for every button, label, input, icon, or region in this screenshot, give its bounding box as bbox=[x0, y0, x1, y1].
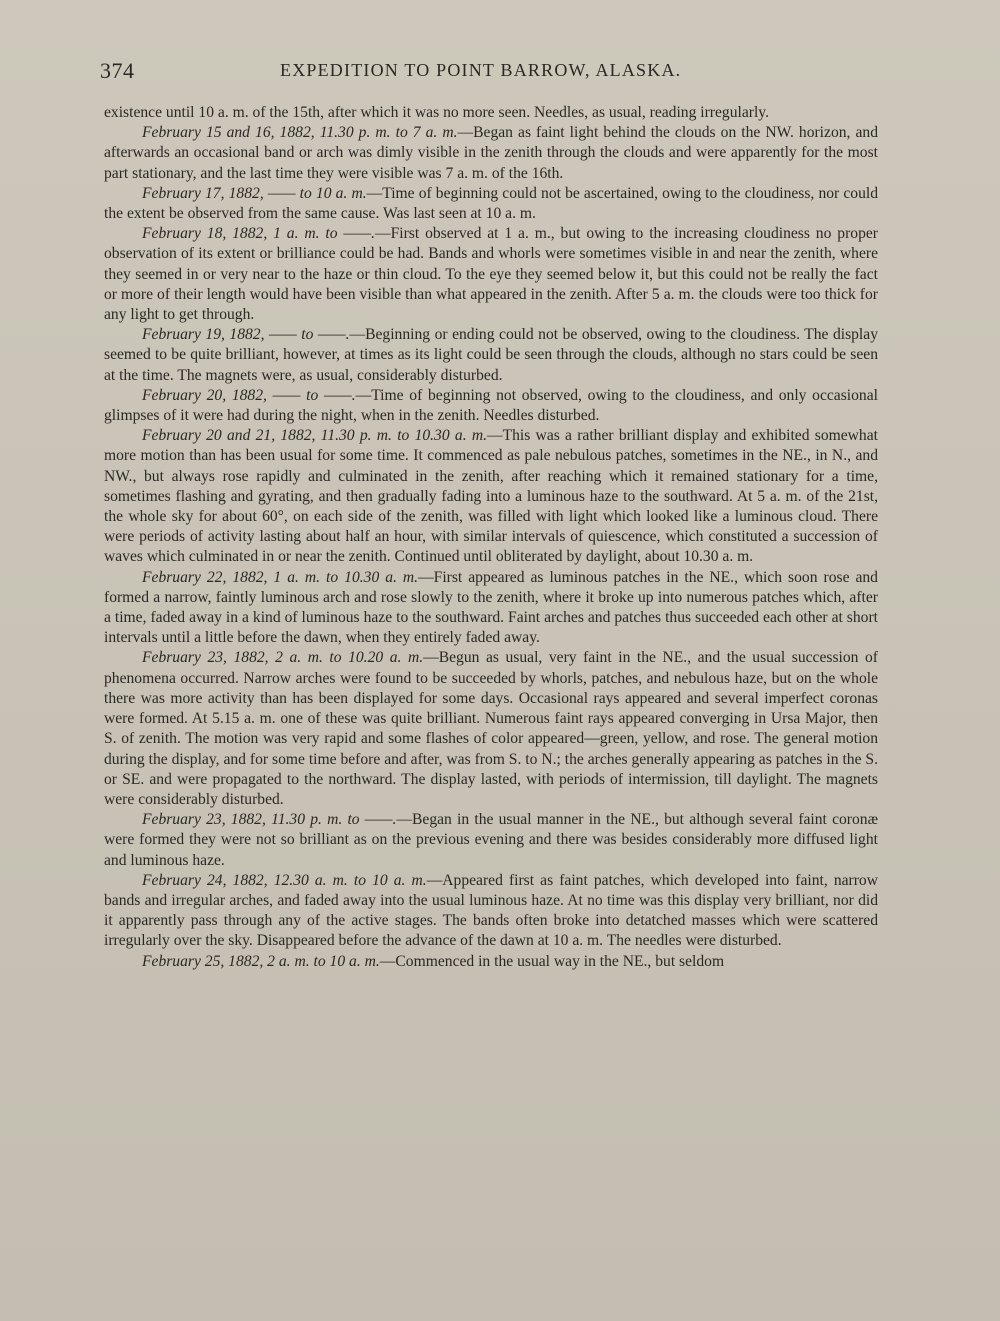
entry-date: February 22, 1882, 1 a. m. to 10.30 a. m. bbox=[142, 568, 419, 586]
paragraph-entry bbox=[104, 184, 878, 224]
paragraph-text: —Commenced in the usual way in the NE., but seldom bbox=[379, 952, 725, 970]
body-text bbox=[104, 103, 878, 972]
paragraph-text: —Began as faint light behind the clouds on the NW. horizon, and afterwards an occasional band or arch was dimly visible in the zenith through the clouds and were apparently for the most part stationary, and the last time they were visible was 7 a. m. of the 16th. bbox=[104, 124, 878, 182]
paragraph-continuation bbox=[104, 103, 878, 123]
entry-date: February 20, 1882, —— to ——. bbox=[142, 386, 356, 404]
entry-date: February 18, 1882, 1 a. m. to ——. bbox=[142, 225, 376, 243]
paragraph-entry bbox=[104, 386, 878, 426]
entry-date: February 19, 1882, —— to ——. bbox=[142, 326, 350, 344]
paragraph-text: —This was a rather brilliant display and exhibited somewhat more motion than has been usual for some time. It commenced as pale nebulous patches, sometimes in the NE., in N., and NW., but always rose rapidly and culminated in the zenith, after reaching which it remained stationary for a time, sometimes flashing and gyrating, and then gradually fading into a luminous haze to the southward. At 5 a. m. of the 21st, the whole sky for about 60°, on each side of the zenith, was filled with light which looked like a luminous cloud. There were periods of activity lasting about half an hour, with similar intervals of quiescence, which constituted a succession of waves which culminated in or near the zenith. Continued until obliterated by daylight, about 10.30 a. m. bbox=[104, 427, 878, 566]
entry-date: February 15 and 16, 1882, 11.30 p. m. to 7 a. m. bbox=[142, 124, 458, 142]
entry-date: February 23, 1882, 11.30 p. m. to ——. bbox=[142, 811, 397, 829]
page-number: 374 bbox=[100, 58, 135, 83]
running-head: EXPEDITION TO POINT BARROW, ALASKA. bbox=[280, 60, 682, 80]
paragraph-entry bbox=[104, 224, 878, 325]
entry-date: February 20 and 21, 1882, 11.30 p. m. to 10.30 a. m. bbox=[142, 427, 487, 445]
paragraph-text: —Began in the usual manner in the NE., but although several faint coronæ were formed they were not so brilliant as on the previous evening and there was besides considerably more diffused light and luminous haze. bbox=[104, 811, 878, 869]
paragraph-text: —Appeared first as faint patches, which developed into faint, narrow bands and irregular arches, and faded away into the usual luminous haze. At no time was this display very brilliant, nor did it apparently pass through any of the active stages. The bands often broke into detatched masses which were scattered irregularly over the sky. Disappeared before the advance of the dawn at 10 a. m. The needles were disturbed. bbox=[104, 871, 878, 950]
entry-date: February 24, 1882, 12.30 a. m. to 10 a. m. bbox=[142, 871, 427, 889]
paragraph-entry bbox=[104, 123, 878, 184]
paragraph-entry bbox=[104, 648, 878, 810]
paragraph-entry bbox=[104, 871, 878, 952]
page-header bbox=[100, 58, 880, 88]
paragraph-text: —Begun as usual, very faint in the NE., and the usual succession of phenomena occurred. Narrow arches were found to be succeeded by whorls, patches, and nebulous haze, but on the whole there was more activity than has been displayed for some days. Occasional rays appeared and several imperfect coronas were formed. At 5.15 a. m. one of these was quite brilliant. Numerous faint rays appeared converging in Ursa Major, then S. of zenith. The motion was very rapid and some flashes of color appeared—green, yellow, and rose. The general motion during the display, and for some time before and after, was from S. to N.; the arches generally appearing as patches in the S. or SE. and were propagated to the northward. The display lasted, with periods of intermission, till daylight. The magnets were considerably disturbed. bbox=[104, 649, 878, 808]
entry-date: February 23, 1882, 2 a. m. to 10.20 a. m. bbox=[142, 649, 424, 667]
paragraph-entry bbox=[104, 568, 878, 649]
paragraph-entry bbox=[104, 426, 878, 567]
paragraph-entry bbox=[104, 810, 878, 871]
paragraph-text: —Beginning or ending could not be observed, owing to the cloudiness. The display seemed to be quite brilliant, however, at times as its light could be seen through the clouds, although no stars could be seen at the time. The magnets were, as usual, considerably disturbed. bbox=[104, 326, 878, 384]
paragraph-text: —Time of beginning not observed, owing to the cloudiness, and only occasional glimpses of it were had during the night, when in the zenith. Needles disturbed. bbox=[104, 386, 878, 425]
entry-date: February 17, 1882, —— to 10 a. m. bbox=[142, 184, 367, 202]
paragraph-entry bbox=[104, 952, 878, 972]
paragraph-text: —First appeared as luminous patches in the NE., which soon rose and formed a narrow, faintly luminous arch and rose slowly to the zenith, where it broke up into numerous patches which, after a time, faded away in a kind of luminous haze to the southward. Faint arches and patches thus succeeded each other at short intervals until a little before the dawn, when they entirely faded away. bbox=[104, 568, 878, 647]
paragraph-text: existence until 10 a. m. of the 15th, after which it was no more seen. Needles, as usual, reading irregularly. bbox=[104, 104, 769, 121]
paragraph-text: —Time of beginning could not be ascertained, owing to the cloudiness, nor could the extent be observed from the same cause. Was last seen at 10 a. m. bbox=[104, 184, 879, 223]
paragraph-text: —First observed at 1 a. m., but owing to the increasing cloudiness no proper observation of its extent or brilliance could be had. Bands and whorls were sometimes visible in and near the zenith, where they seemed in or very near to the haze or thin cloud. To the eye they seemed below it, but this could not be really the fact or more of their length would have been visible than what appeared in the zenith. After 5 a. m. the clouds were too thick for any light to get through. bbox=[104, 225, 878, 324]
paragraph-entry bbox=[104, 325, 878, 386]
entry-date: February 25, 1882, 2 a. m. to 10 a. m. bbox=[142, 952, 380, 970]
